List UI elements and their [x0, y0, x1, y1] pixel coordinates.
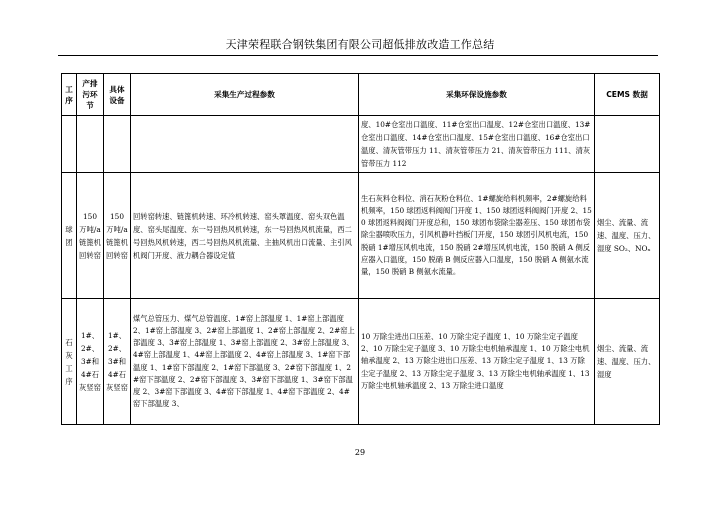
env-params-cell: 10 万除尘进出口压差、10 万除尘定子温度 1、10 万除尘定子温度 2、10 万除尘定子温度 3、10 万除尘电机轴承温度 1、10 万除尘电机轴承温度 2、13 万除尘进出口压差、13 万除尘定子温度 1、13 万除尘定子温度 2、13 万除尘定子温度 3、13 万除尘电机轴承温度 1、13 万除尘电机轴承温度 2、13 万除尘进口温度 — [359, 299, 595, 425]
column-header-cems: CEMS 数据 — [595, 74, 660, 116]
column-header-stage: 产排污环节 — [77, 74, 104, 116]
process-cell — [62, 116, 77, 173]
document-header-title: 天津荣程联合钢铁集团有限公司超低排放改造工作总结 — [225, 38, 495, 51]
equipment-cell: 1#、2#、3#和 4#石灰竖窑 — [104, 299, 131, 425]
process-cell: 石灰工序 — [62, 299, 77, 425]
equipment-cell: 150 万吨/a 链篦机回转窑 — [104, 173, 131, 299]
table-header-row — [62, 74, 660, 116]
column-header-env-params: 采集环保设施参数 — [359, 74, 595, 116]
column-header-process: 工序 — [62, 74, 77, 116]
header-divider — [58, 55, 658, 56]
production-params-cell: 煤气总管压力、煤气总管温度、1#窑上部温度 1、1#窑上部温度 2、1#窑上部温度 3、2#窑上部温度 1、2#窑上部温度 2、2#窑上部温度 3、3#窑上部温度 1、3#窑上部温度 2、3#窑上部温度 3、4#窑上部温度 1、4#窑上部温度 2、4#窑上部温度 3、1#窑下部温度 1、1#窑下部温度 2、1#窑下部温度 3、2#窑下部温度 1、2#窑下部温度 2、2#窑下部温度 3、3#窑下部温度 1、3#窑下部温度 2、3#窑下部温度 3、4#窑下部温度 1、4#窑下部温度 2、4#窑下部温度 3、 — [131, 299, 359, 425]
stage-cell: 150 万吨/a 链篦机回转窑 — [77, 173, 104, 299]
env-params-cell: 生石灰料仓料位、消石灰粉仓料位、1#螺旋给料机频率，2#螺旋给料机频率，150 球团返料阀阀门开度 1、150 球团返料阀阀门开度 2、150 球团返料阀阀门开度总和，150 球团布袋除尘器差压、150 球团布袋除尘器喷吹压力，引风机静叶挡板门开度，150 球团引风机电流，150 脱硝 1#增压风机电流，150 脱硝 2#增压风机电流，150 脱硝 A 侧反应器入口温度，150 脱硝 B 侧反应器入口温度，150 脱硝 A 侧氨水流量，150 脱硝 B 侧氨水流量。 — [359, 173, 595, 299]
data-collection-table — [61, 73, 660, 425]
env-params-cell: 度、10#仓室出口温度、11#仓室出口温度、12#仓室出口温度、13#仓室出口温度、14#仓室出口温度、15#仓室出口温度、16#仓室出口温度、清灰管带压力 11、清灰管带压力 21、清灰管带压力 111、清灰管带压力 112 — [359, 116, 595, 173]
stage-cell — [77, 116, 104, 173]
cems-cell — [595, 116, 660, 173]
cems-cell: 烟尘、流量、流速、温度、压力、湿度 SO₂、NOₓ — [595, 173, 660, 299]
equipment-cell — [104, 116, 131, 173]
cems-cell: 烟尘、流量、流速、温度、压力、湿度 — [595, 299, 660, 425]
process-cell: 球团 — [62, 173, 77, 299]
production-params-cell — [131, 116, 359, 173]
table-row — [62, 173, 660, 299]
production-params-cell: 回转窑转速、链篦机转速、环冷机转速、窑头罩温度、窑头双色温度、窑头尾温度、东一号回热风机转速，东一号回热风机流量，西二号回热风机转速，西二号回热风机流量、主抽风机出口流量、主引风机阀门开度、液力耦合器设定值 — [131, 173, 359, 299]
table-row — [62, 299, 660, 425]
stage-cell: 1#、2#、3#和 4#石灰竖窑 — [77, 299, 104, 425]
table-row — [62, 116, 660, 173]
column-header-production-params: 采集生产过程参数 — [131, 74, 359, 116]
page-number: 29 — [354, 448, 366, 457]
column-header-equipment: 具体设备 — [104, 74, 131, 116]
